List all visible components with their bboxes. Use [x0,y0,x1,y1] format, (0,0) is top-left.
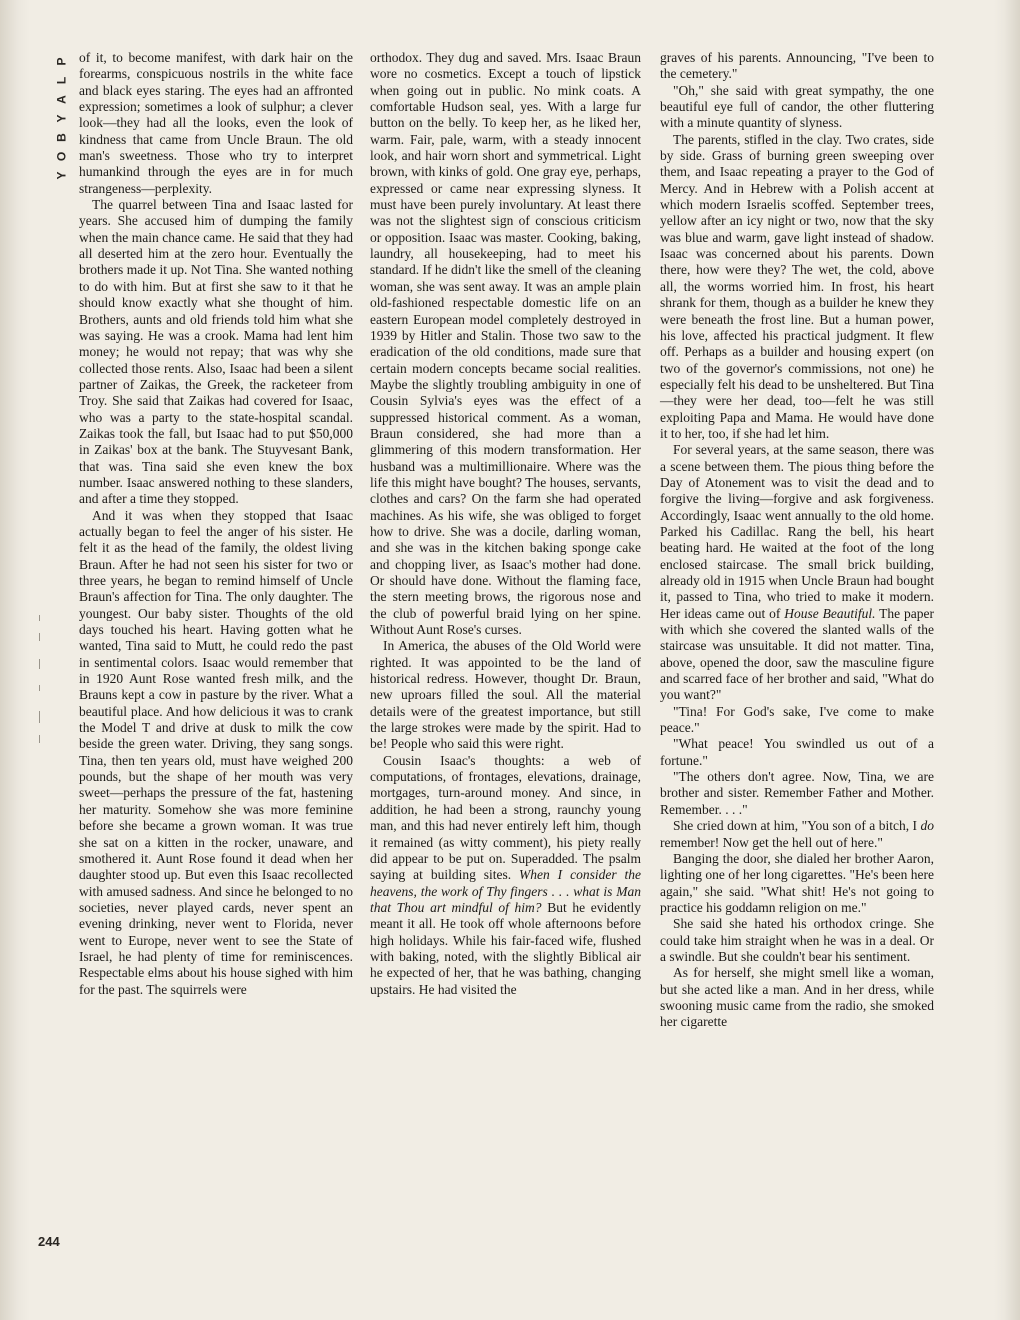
running-head-letter: L [54,76,69,85]
paragraph-text: In America, the abuses of the Old World were righted. It was appointed to be the land of historical redress. However, thought Dr. Braun, new uproars filled the soul. All the material details were of the greatest importance, but still the large strokes were made by the spirit. Had to be! People who said this were right. [370,638,641,752]
text-column-1 [79,50,353,998]
article-paragraph [79,50,353,197]
italic-text: House Beautiful. [784,605,876,621]
paragraph-text: But he evidently meant it all. He took off whole afternoons before high holidays. While his fair-faced wife, flushed with baking, noted, with the slightly Biblical air he expected of her, that he was bathing, changing upstairs. He had visited the [370,899,641,997]
article-paragraph [370,638,641,752]
paragraph-text: The quarrel between Tina and Isaac lasted for years. She accused him of dumping the family when the main chance came. He said that they had all deserted him at the zero hour. Eventually the brothers made it up. Not Tina. She wanted nothing to do with him. But at first she saw to it that he should know exactly what she thought of him. Brothers, aunts and old friends told him what she was saying. He was a crook. Mama had lent him money; he would not repay; that was why she collected those rents. Also, Isaac had been a silent partner of Zaikas, the Greek, the racketeer from Troy. She said that Zaikas had covered for Isaac, who was a party to the state-hospital scandal. Zaikas took the fall, but Isaac had to put $50,000 in Zaikas' box at the bank. The Stuyvesant Bank, that was. Tina said she even knew the box number. Isaac answered nothing to these slanders, and after a time they stopped. [79,197,353,507]
article-paragraph [660,50,934,83]
text-column-3 [660,50,934,1031]
article-paragraph [660,818,934,851]
italic-text: do [920,818,934,834]
article-paragraph [79,508,353,998]
text-column-2 [370,50,641,998]
paragraph-text: She said she hated his orthodox cringe. She could take him straight when he was in a deal. Or a swindle. But she couldn't bear his sentiment. [660,916,934,964]
paragraph-text: of it, to become manifest, with dark hair on the forearms, conspicuous nostrils in the white face and black eyes staring. The eyes had an affronted expression; sometimes a look of sulphur; a clever look—they had all the looks, even the look of kindness that came from Uncle Braun. The old man's sweetness. Those who try to interpret humankind through the eyes are in for much strangeness—perplexity. [79,50,353,196]
paragraph-text: Banging the door, she dialed her brother Aaron, lighting one of her long cigarettes. "He's been here again," she said. "What shit! He's not going to practice his goddamn religion on me." [660,850,934,915]
paragraph-text: "Tina! For God's sake, I've come to make peace." [660,703,934,736]
paragraph-text: The paper with which she covered the slanted walls of the staircase was unsuitable. It did not matter. Tina, above, opened the door, saw the masculine figure and scarred face of her brother and said, "What do you want?" [660,605,934,703]
article-paragraph [660,916,934,965]
running-head-letter: Y [54,114,69,123]
article-paragraph [660,83,934,132]
paragraph-text: Cousin Isaac's thoughts: a web of computations, of frontages, elevations, drainage, mortgages, turn-around money. And since, in addition, he had been a strong, raunchy young man, and this had never entirely left him, though it remained (as witty comment), his piety really did appear to be put on. Superadded. The psalm saying at building sites. [370,752,641,883]
article-paragraph [660,965,934,1030]
paragraph-text: She cried down at him, "You son of a bitch, I [673,818,921,834]
paragraph-text: The parents, stifled in the clay. Two crates, side by side. Grass of burning green sweeping over them, and Isaac repeating a prayer to the God of Mercy. And in Hebrew with a Polish accent at which modern Israelis scoffed. September trees, yellow after an icy night or two, now that the sky was blue and warm, gave light instead of shadow. Isaac was concerned about his parents. Down there, how were they? The wet, the cold, above all, the worms worried him. In frost, his heart shrank for them, though as a builder he knew they were beneath the frost line. But a human power, his love, affected his practical judgment. It flew off. Perhaps as a builder and housing expert (on two of the governor's commissions, not one) he especially felt his dead to be unsheltered. But Tina—they were her dead, too—felt he was still exploiting Papa and Mama. He would have done it to her, too, if she had let him. [660,131,934,441]
article-paragraph [79,197,353,508]
page-edge-right [994,0,1020,1320]
article-paragraph [370,753,641,998]
article-paragraph [660,704,934,737]
page-number: 244 [38,1234,60,1249]
page-edge-left [0,0,30,1320]
paragraph-text: graves of his parents. Announcing, "I've been to the cemetery." [660,50,934,82]
running-head-letter: B [54,133,69,142]
paragraph-text: "What peace! You swindled us out of a fortune." [660,736,934,768]
margin-marks [36,615,44,745]
running-head-letter: O [54,151,69,162]
running-head-letter: P [54,57,69,66]
article-paragraph [370,50,641,638]
paragraph-text: For several years, at the same season, there was a scene between them. The pious thing before the Day of Atonement was to visit the dead and to forgive the living—forgive and ask forgiveness. Accordingly, Isaac went annually to the old home. Parked his Cadillac. Rang the bell, his heart beating hard. He waited at the foot of the long enclosed staircase. The small brick building, already old in 1915 when Uncle Braun had bought it, passed to Tina, who tried to make it modern. Her ideas came out of [660,442,934,621]
paragraph-text: "The others don't agree. Now, Tina, we are brother and sister. Remember Father and Mother. Remember. . . ." [660,769,934,817]
running-head-letter: A [54,95,69,104]
paragraph-text: "Oh," she said with great sympathy, the one beautiful eye full of candor, the other fluttering with a minute quantity of slyness. [660,82,934,131]
paragraph-text: And it was when they stopped that Isaac actually began to feel the anger of his sister. He felt it as the head of the family, the oldest living Braun. After he had not seen his sister for two or three years, he began to remind himself of Uncle Braun's affection for Tina. The only daughter. The youngest. Our baby sister. Thoughts of the old days touched his heart. Having gotten what he wanted, Tina said to Mutt, he could redo the past in sentimental colors. Isaac would remember that in 1920 Aunt Rose wanted fresh milk, and the Brauns kept a cow in pasture by the river. What a beautiful place. And how delicious it was to crank the Model T and drive at dusk to milk the cow beside the green water. Driving, they sang songs. Tina, then ten years old, must have weighed 200 pounds, but the shape of her mouth was very sweet—perhaps the pressure of the fat, hastening her maturity. Somehow she was more feminine before she became a grown woman. It was true she sat on a kitten in the rocker, unaware, and smothered it. Aunt Rose found it dead when her daughter stood up. But even this Isaac recollected with amused sadness. And since he belonged to no societies, never played cards, never spent an evening drinking, never went to Florida, never went to Europe, never went to see the State of Israel, he had plenty of time for reminiscences. Respectable elms about his house sighed with him for the past. The squirrels were [79,507,353,997]
article-paragraph [660,769,934,818]
paragraph-text: As for herself, she might smell like a woman, but she acted like a man. And in her dress, while swooning music came from the radio, she smoked her cigarette [660,965,934,1030]
italic-text: When I consider the heavens, the work of Thy fingers . . . what is Man that Thou art mindful of him? [370,867,641,915]
article-paragraph [660,442,934,704]
paragraph-text: orthodox. They dug and saved. Mrs. Isaac Braun wore no cosmetics. Except a touch of lipstick when going out in public. No mink coats. A comfortable Hudson seal, yes. With a large fur button on the belly. To keep her, as he liked her, warm. Fair, pale, warm, with a steady innocent look, and hair worn short and symmetrical. Light brown, with kinks of gold. One gray eye, perhaps, expressed or came near expressing slyness. It must have been purely involuntary. At least there was not the slightest sign of conscious criticism or opposition. Isaac was master. Cooking, baking, laundry, all housekeeping, had to meet his standard. If he didn't like the smell of the cleaning woman, she was sent away. It was an ample plain old-fashioned respectable domestic life on an eastern European model completely destroyed in 1939 by Hitler and Stalin. Those two saw to the eradication of the old conditions, made sure that certain modern concepts became social realities. Maybe the slightly troubling ambiguity in one of Cousin Sylvia's eyes was the effect of a suppressed historical comment. As a woman, Braun considered, she had more than a glimmering of this modern transformation. Her husband was a multimillionaire. Where was the life this might have bought? The houses, servants, clothes and cars? On the farm she had operated machines. As his wife, she was obliged to forget how to drive. She was a docile, darling woman, and she was in the kitchen baking sponge cake and chopping liver, as Isaac's mother had done. Or should have done. Without the flaming face, the stern meeting brows, the rigorous nose and the club of powerful braid lying on her spine. Without Aunt Rose's curses. [370,50,641,638]
paragraph-text: remember! Now get the hell out of here." [660,834,883,850]
article-paragraph [660,132,934,443]
article-paragraph [660,736,934,769]
article-paragraph [660,851,934,916]
running-head-letter: Y [54,171,69,180]
running-head-magazine [55,52,69,185]
